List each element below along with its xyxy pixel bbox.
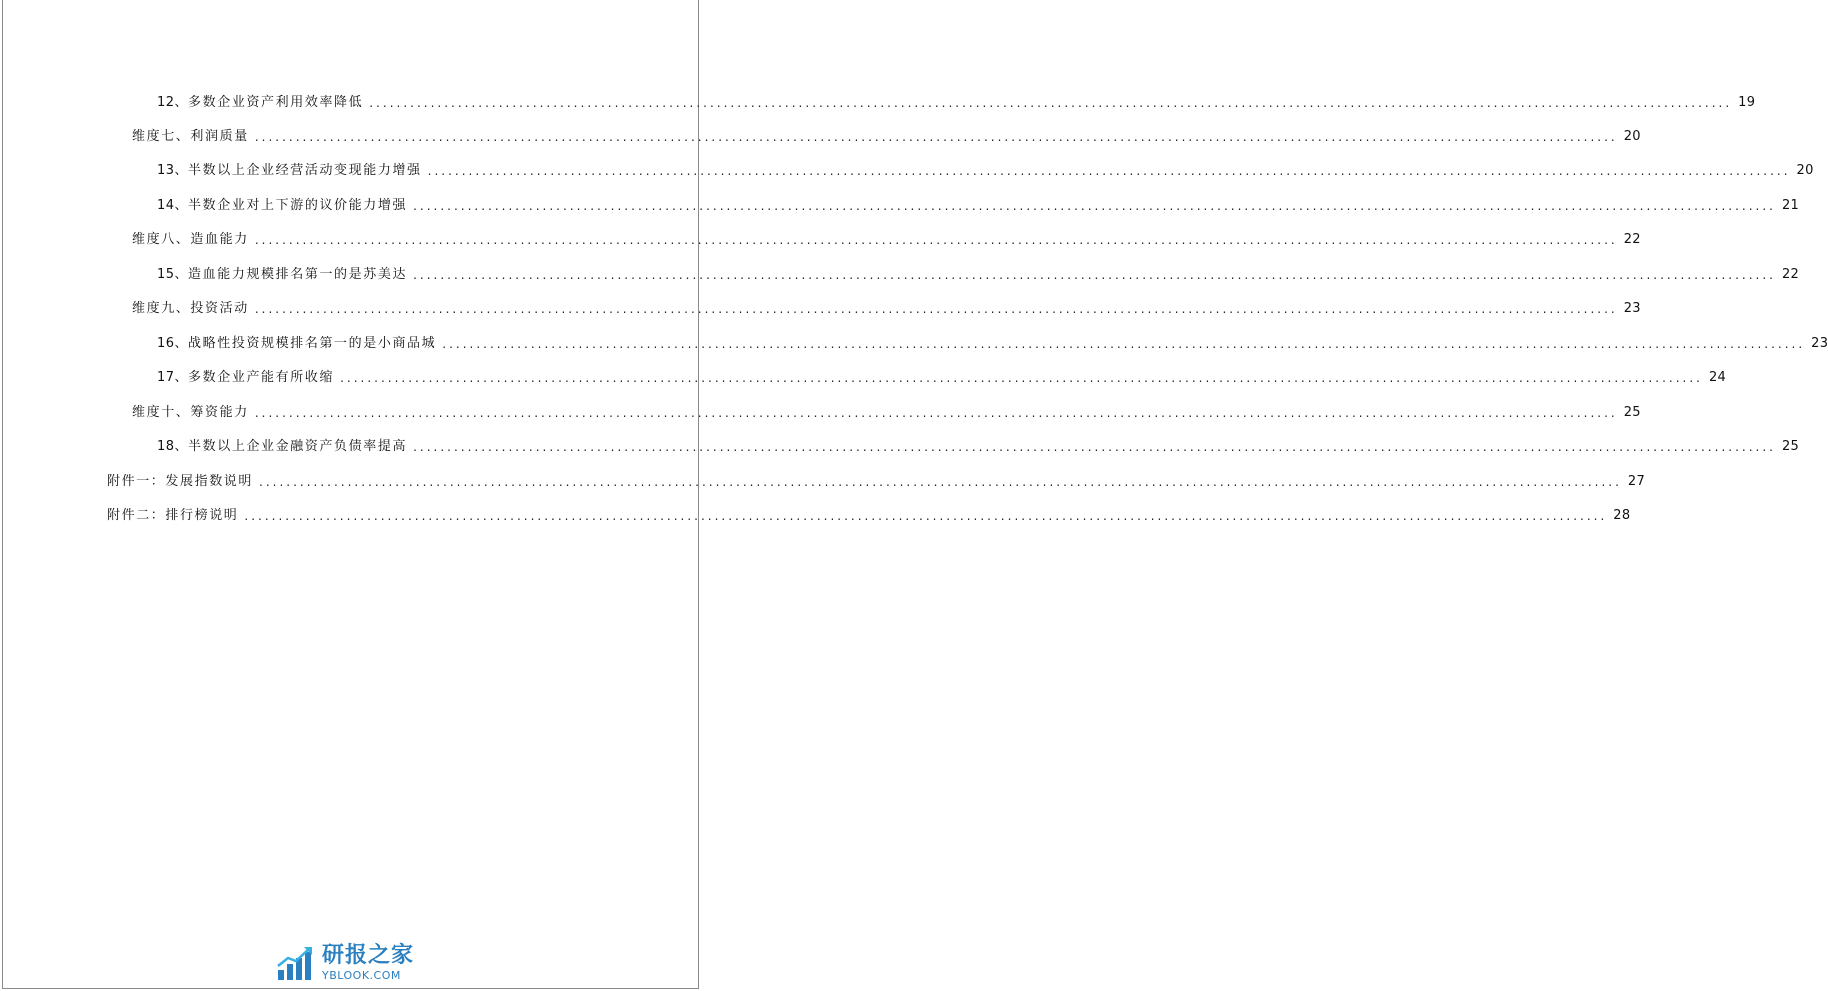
toc-entry-page: 20 bbox=[1623, 129, 1641, 144]
logo-text bbox=[322, 945, 414, 981]
toc-leader-dots: ........................................................................................................................................................................................................ bbox=[413, 268, 1776, 282]
toc-entry-page: 23 bbox=[1623, 301, 1641, 316]
toc-leader-dots: ........................................................................................................................................................................................................ bbox=[369, 96, 1733, 110]
toc-entry-title: 造血能力规模排名第一的是苏美达 bbox=[188, 267, 408, 282]
toc-entry-number: 13、 bbox=[157, 163, 189, 178]
toc-entry-title: 半数企业对上下游的议价能力增强 bbox=[188, 198, 408, 213]
toc-entry-title: 半数以上企业经营活动变现能力增强 bbox=[188, 163, 422, 178]
bar-chart-logo-icon bbox=[276, 944, 316, 982]
toc-entry-page: 25 bbox=[1623, 405, 1641, 420]
toc-entry-page: 28 bbox=[1613, 508, 1631, 523]
toc-entry[interactable] bbox=[157, 159, 1814, 179]
toc-entry-number: 14、 bbox=[157, 198, 189, 213]
toc-entry-title: 多数企业产能有所收缩 bbox=[188, 370, 335, 385]
toc-leader-dots: ........................................................................................................................................................................................................ bbox=[259, 475, 1622, 489]
toc-entry-title: 半数以上企业金融资产负债率提高 bbox=[188, 439, 408, 454]
toc-entry[interactable] bbox=[107, 470, 1646, 490]
toc-entry-title: 维度七、利润质量 bbox=[132, 129, 249, 144]
toc-entry-page: 20 bbox=[1796, 163, 1814, 178]
toc-entry-title: 多数企业资产利用效率降低 bbox=[188, 95, 364, 110]
toc-leader-dots: ........................................................................................................................................................................................................ bbox=[442, 337, 1806, 351]
toc-entry-page: 24 bbox=[1708, 370, 1727, 385]
toc-entry[interactable] bbox=[132, 228, 1641, 248]
toc-entry-page: 23 bbox=[1811, 336, 1828, 351]
toc-entry-title: 战略性投资规模排名第一的是小商品城 bbox=[188, 336, 437, 351]
toc-entry[interactable] bbox=[157, 435, 1800, 455]
toc-leader-dots: ........................................................................................................................................................................................................ bbox=[254, 302, 1618, 316]
page-frame bbox=[2, 0, 699, 989]
toc-entry-number: 17、 bbox=[157, 370, 189, 385]
toc-entry-number: 15、 bbox=[157, 267, 189, 282]
toc-leader-dots: ........................................................................................................................................................................................................ bbox=[413, 440, 1776, 454]
logo-website: YBLOOK.COM bbox=[322, 969, 401, 982]
toc-entry-number: 16、 bbox=[157, 336, 189, 351]
toc-entry[interactable] bbox=[157, 194, 1800, 214]
toc-entry-title: 维度八、造血能力 bbox=[132, 232, 249, 247]
toc-entry-title: 维度九、投资活动 bbox=[132, 301, 249, 316]
toc-entry-page: 19 bbox=[1738, 95, 1756, 110]
toc-leader-dots: ........................................................................................................................................................................................................ bbox=[254, 233, 1618, 247]
toc-entry-page: 22 bbox=[1781, 267, 1800, 282]
toc-leader-dots: ........................................................................................................................................................................................................ bbox=[254, 130, 1618, 144]
logo-chinese-name: 研报之家 bbox=[322, 943, 415, 968]
toc-entry-page: 27 bbox=[1627, 474, 1646, 489]
toc-entry[interactable] bbox=[132, 401, 1641, 421]
toc-entry[interactable] bbox=[132, 125, 1641, 145]
toc-entry[interactable] bbox=[157, 332, 1828, 352]
toc-entry[interactable] bbox=[157, 263, 1800, 283]
toc-entry-title: 附件二：排行榜说明 bbox=[107, 508, 239, 523]
toc-entry-page: 21 bbox=[1781, 198, 1800, 213]
toc-entry-title: 附件一：发展指数说明 bbox=[107, 474, 254, 489]
toc-entry-title: 维度十、筹资能力 bbox=[132, 405, 249, 420]
footer-logo bbox=[276, 943, 436, 983]
toc-entry[interactable] bbox=[132, 297, 1641, 317]
toc-leader-dots: ........................................................................................................................................................................................................ bbox=[254, 406, 1618, 420]
toc-leader-dots: ........................................................................................................................................................................................................ bbox=[413, 199, 1776, 213]
toc-entry-number: 18、 bbox=[157, 439, 189, 454]
toc-entry-page: 22 bbox=[1623, 232, 1641, 247]
toc-entry-number: 12、 bbox=[157, 95, 189, 110]
toc-entry[interactable] bbox=[107, 504, 1631, 524]
toc-entry[interactable] bbox=[157, 91, 1756, 111]
toc-leader-dots: ........................................................................................................................................................................................................ bbox=[340, 371, 1703, 385]
toc-leader-dots: ........................................................................................................................................................................................................ bbox=[244, 509, 1608, 523]
toc-entry-page: 25 bbox=[1781, 439, 1800, 454]
toc-leader-dots: ........................................................................................................................................................................................................ bbox=[427, 164, 1791, 178]
toc-entry[interactable] bbox=[157, 366, 1727, 386]
